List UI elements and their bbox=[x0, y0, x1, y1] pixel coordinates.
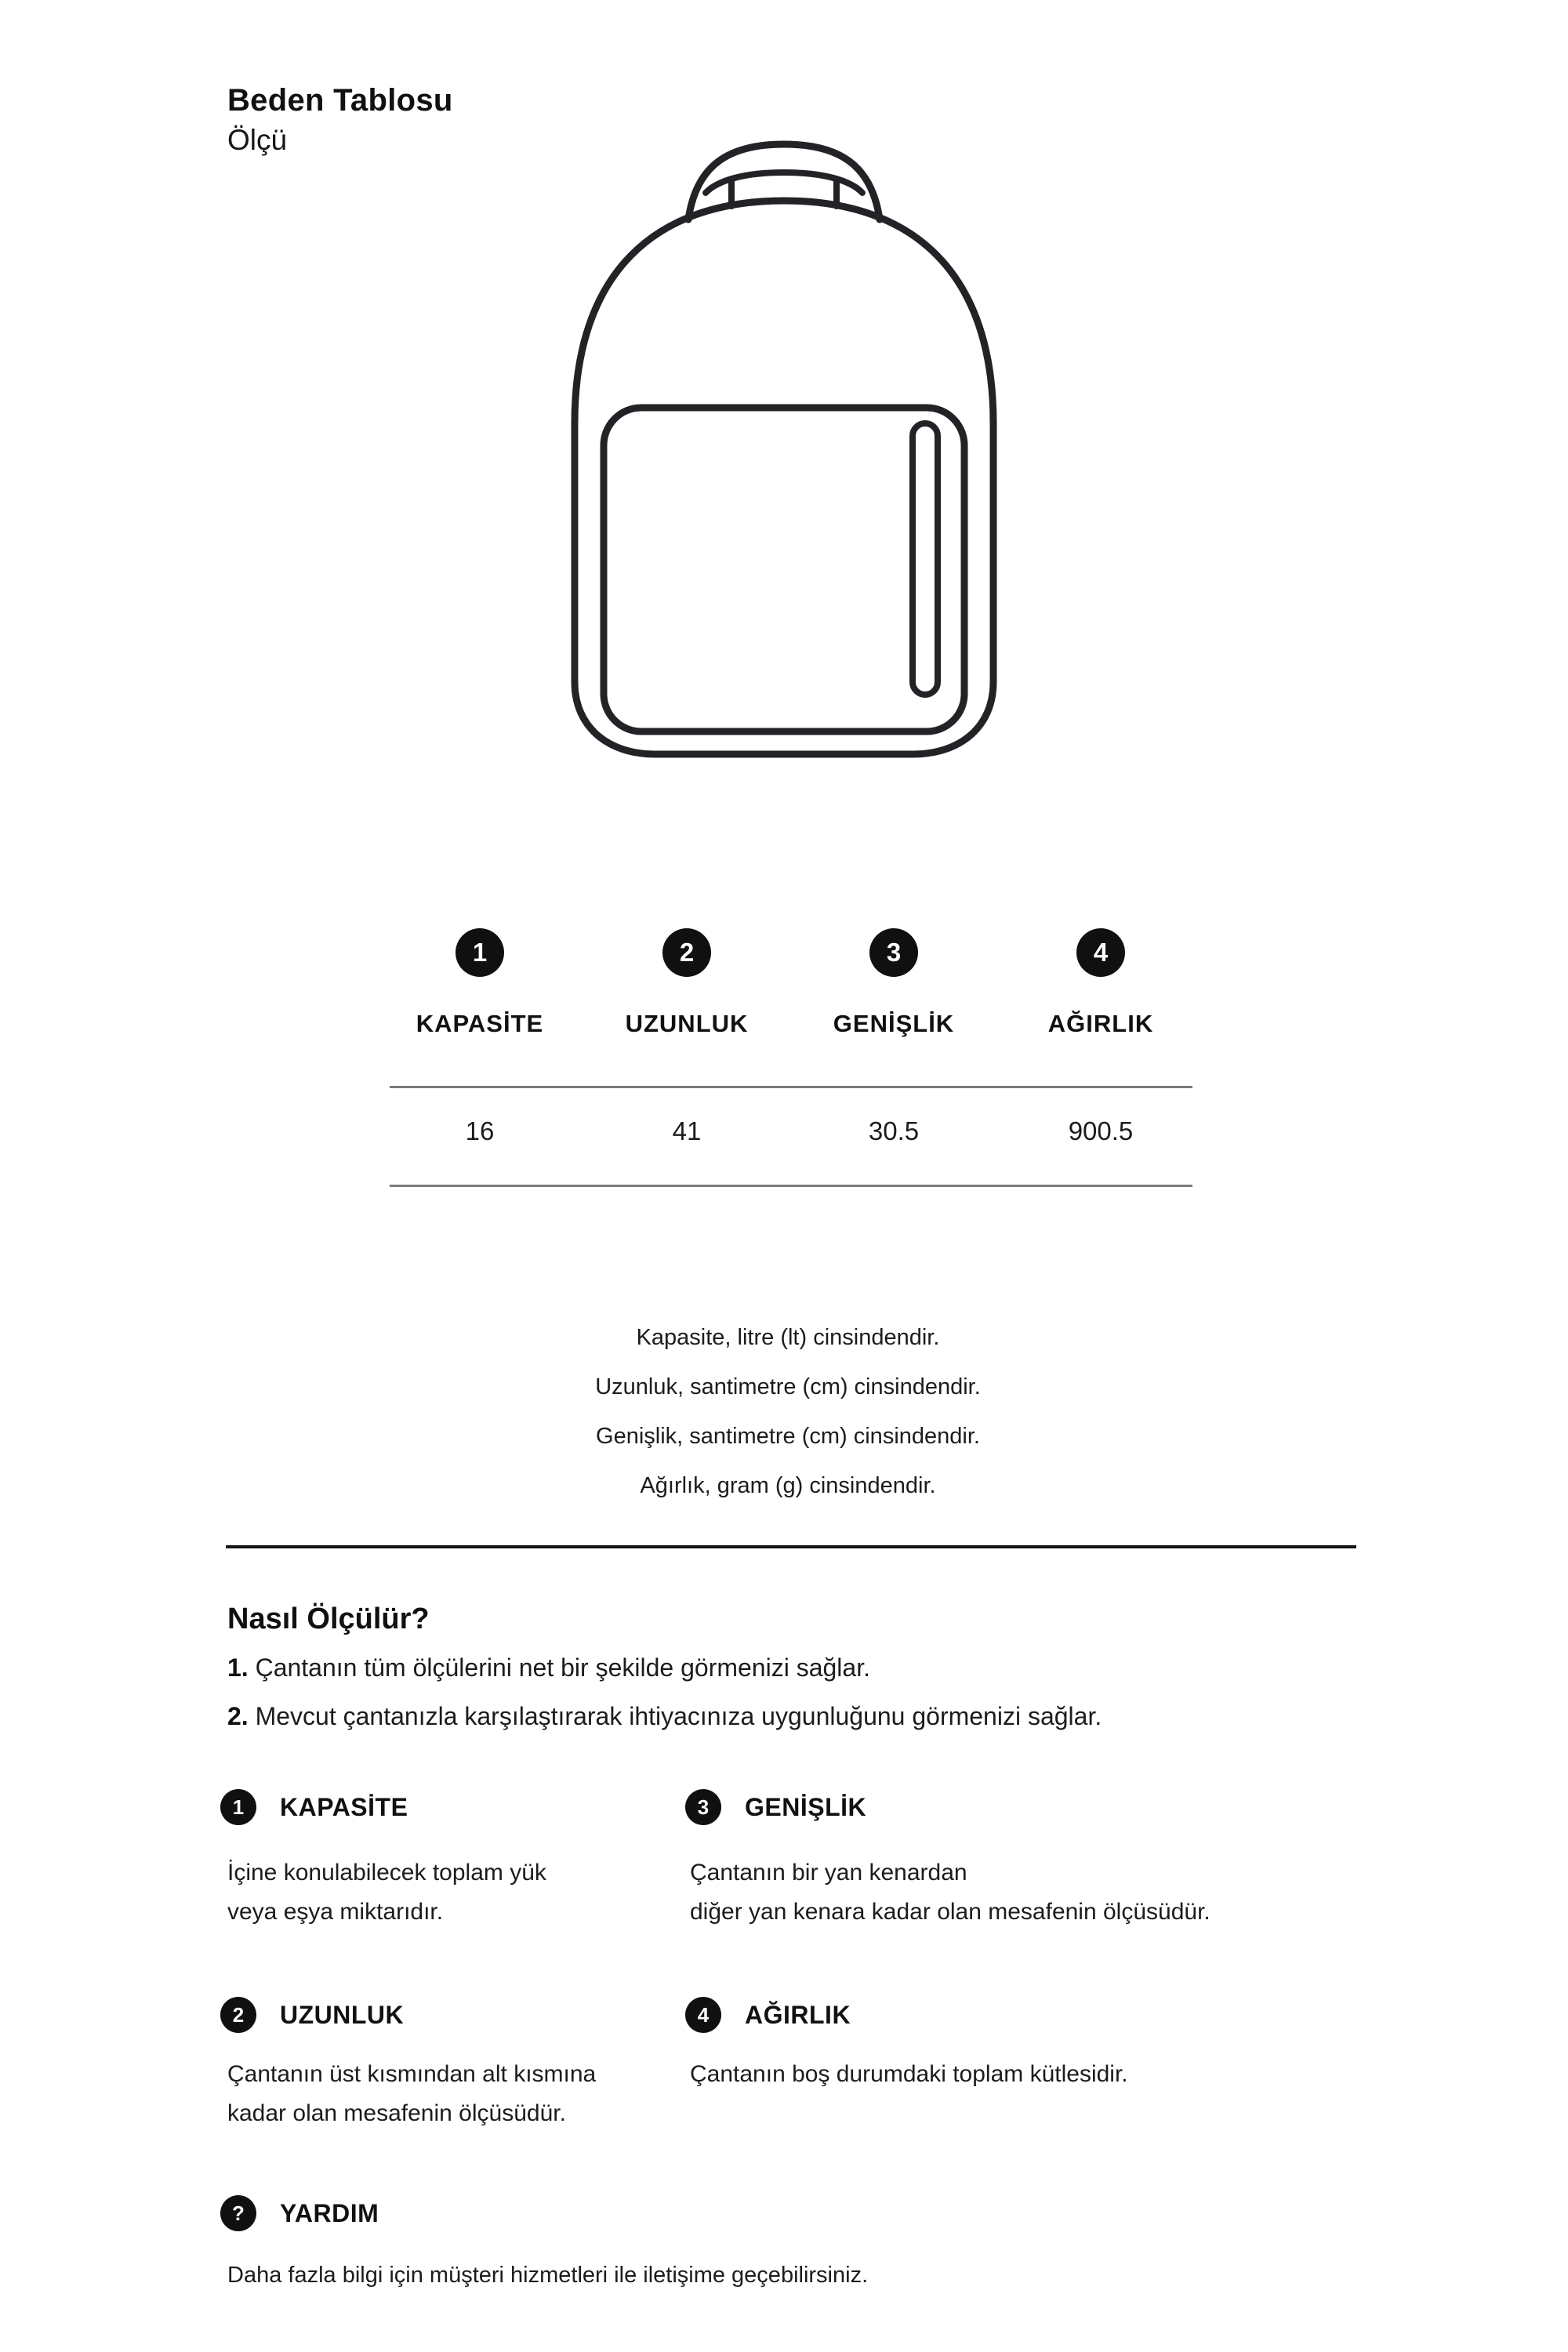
unit-note: Genişlik, santimetre (cm) cinsindendir. bbox=[596, 1424, 980, 1449]
column-header: KAPASİTE bbox=[416, 1010, 544, 1037]
definition-line: kadar olan mesafenin ölçüsüdür. bbox=[227, 2100, 566, 2126]
help-text: Daha fazla bilgi için müşteri hizmetleri ile iletişime geçebilirsiniz. bbox=[227, 2263, 869, 2288]
page-subtitle: Ölçü bbox=[227, 124, 288, 156]
column-value: 30.5 bbox=[868, 1116, 920, 1145]
help-label: YARDIM bbox=[280, 2198, 379, 2227]
how-to-heading: Nasıl Ölçülür? bbox=[227, 1602, 430, 1635]
definition-heading-uzunluk bbox=[220, 1997, 404, 2033]
definition-line: veya eşya miktarıdır. bbox=[227, 1899, 444, 1925]
item-number: 1. bbox=[227, 1653, 249, 1682]
table-rule-bottom bbox=[390, 1185, 1192, 1187]
size-column-genislik bbox=[790, 928, 997, 1163]
column-header: AĞIRLIK bbox=[1047, 1010, 1154, 1037]
how-to-list bbox=[227, 1643, 1403, 1740]
definition-label: GENİŞLİK bbox=[745, 1792, 867, 1821]
definition-body-kapasite bbox=[227, 1853, 666, 1932]
help-heading bbox=[220, 2195, 379, 2231]
definition-heading-agirlik bbox=[685, 1997, 851, 2033]
number-badge-4: 4 bbox=[685, 1997, 721, 2033]
question-mark-icon: ? bbox=[220, 2195, 256, 2231]
column-header: GENİŞLİK bbox=[833, 1010, 955, 1037]
column-value: 16 bbox=[465, 1116, 495, 1145]
number-badge-1: 1 bbox=[220, 1789, 256, 1825]
size-column-kapasite bbox=[376, 928, 583, 1163]
item-number: 2. bbox=[227, 1702, 249, 1730]
definition-line: Çantanın boş durumdaki toplam kütlesidir. bbox=[690, 2061, 1128, 2087]
number-badge-4: 4 bbox=[1076, 928, 1125, 977]
number-badge-2: 2 bbox=[220, 1997, 256, 2033]
number-badge-2: 2 bbox=[662, 928, 711, 977]
column-value: 900.5 bbox=[1068, 1116, 1134, 1145]
page-title: Beden Tablosu bbox=[227, 83, 453, 118]
definition-label: UZUNLUK bbox=[280, 2000, 405, 2029]
definition-line: İçine konulabilecek toplam yük bbox=[227, 1860, 546, 1886]
item-text: Mevcut çantanızla karşılaştırarak ihtiyacınıza uygunluğunu görmenizi sağlar. bbox=[255, 1702, 1102, 1730]
definition-body-agirlik bbox=[690, 2055, 1341, 2094]
column-header: UZUNLUK bbox=[625, 1010, 749, 1037]
definition-heading-kapasite bbox=[220, 1789, 408, 1825]
unit-note: Uzunluk, santimetre (cm) cinsindendir. bbox=[595, 1374, 981, 1399]
definition-line: diğer yan kenara kadar olan mesafenin ölçüsüdür. bbox=[690, 1899, 1210, 1925]
backpack-icon bbox=[541, 122, 1027, 780]
table-rule-top bbox=[390, 1086, 1192, 1088]
unit-note: Kapasite, litre (lt) cinsindendir. bbox=[636, 1325, 940, 1350]
definition-body-uzunluk bbox=[227, 2055, 713, 2133]
column-value: 41 bbox=[672, 1116, 702, 1145]
section-divider bbox=[226, 1545, 1356, 1548]
definition-label: AĞIRLIK bbox=[745, 2000, 851, 2029]
definition-line: Çantanın üst kısmından alt kısmına bbox=[227, 2061, 597, 2087]
number-badge-3: 3 bbox=[869, 928, 918, 977]
unit-notes bbox=[235, 1313, 1341, 1511]
how-to-item bbox=[227, 1692, 1403, 1740]
definition-line: Çantanın bir yan kenardan bbox=[690, 1860, 967, 1886]
definition-body-genislik bbox=[690, 1853, 1341, 1932]
number-badge-1: 1 bbox=[456, 928, 504, 977]
size-column-agirlik bbox=[997, 928, 1204, 1163]
item-text: Çantanın tüm ölçülerini net bir şekilde görmenizi sağlar. bbox=[255, 1653, 870, 1682]
backpack-body bbox=[575, 201, 993, 754]
definition-label: KAPASİTE bbox=[280, 1792, 408, 1821]
backpack-zipper bbox=[913, 423, 938, 695]
size-column-uzunluk bbox=[583, 928, 790, 1163]
how-to-item bbox=[227, 1643, 1403, 1692]
number-badge-3: 3 bbox=[685, 1789, 721, 1825]
definition-heading-genislik bbox=[685, 1789, 866, 1825]
unit-note: Ağırlık, gram (g) cinsindendir. bbox=[640, 1473, 936, 1498]
